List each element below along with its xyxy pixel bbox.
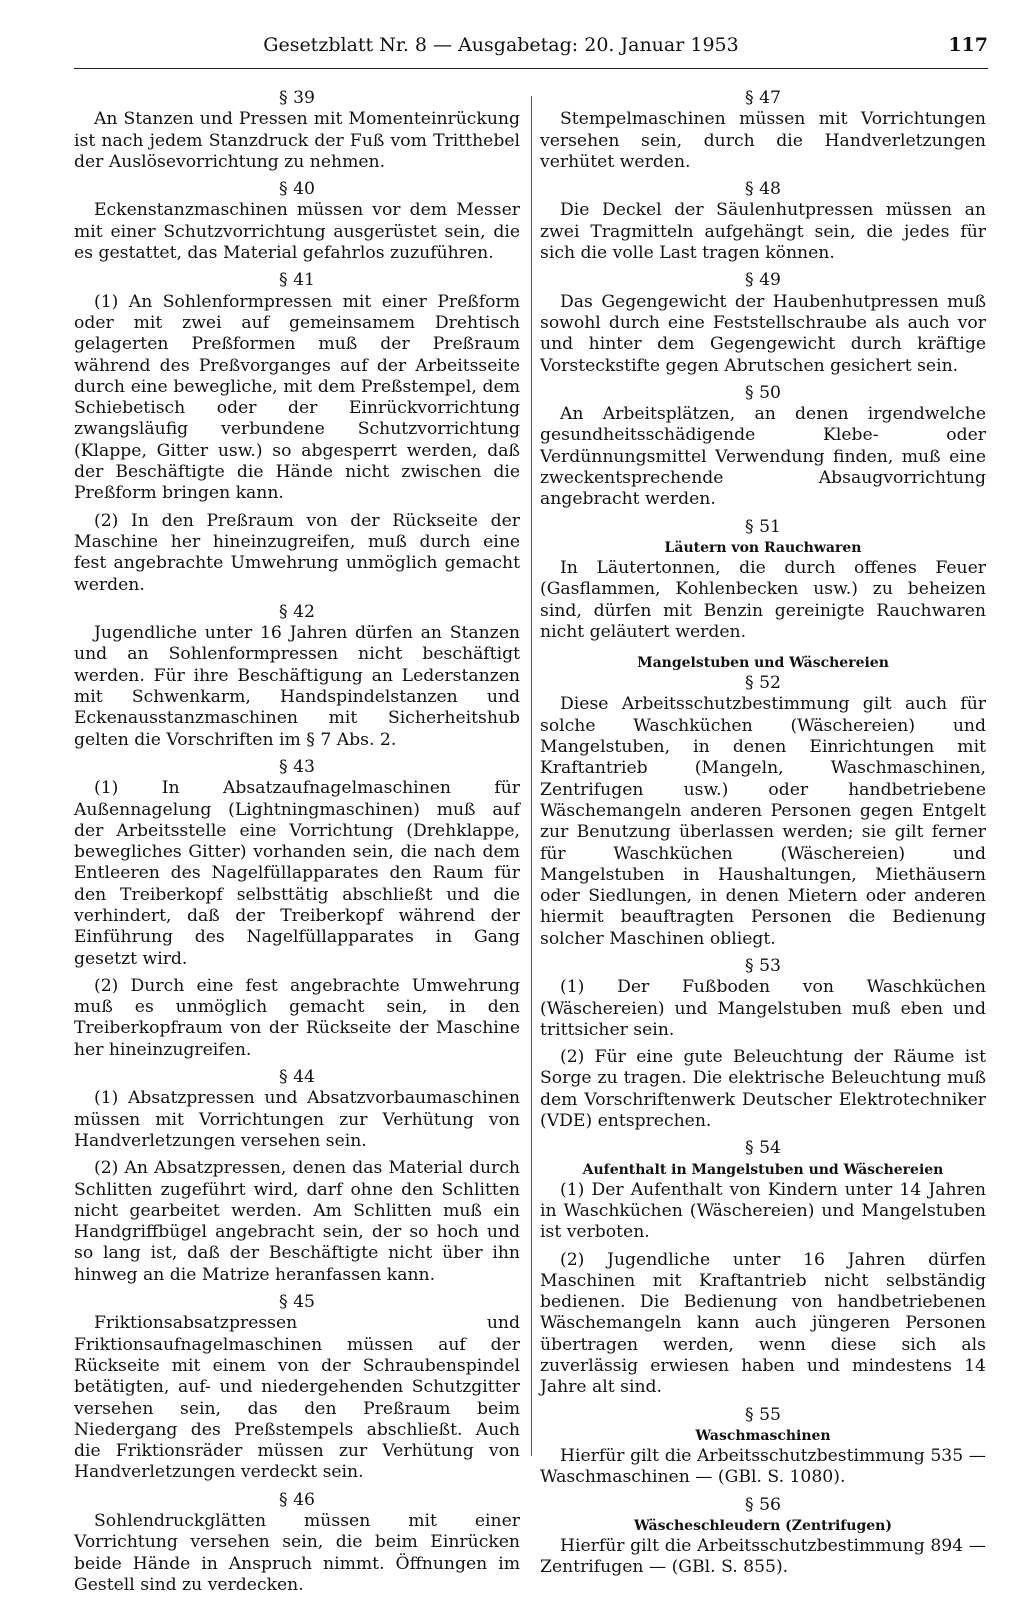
- section-number: § 55: [745, 1404, 781, 1425]
- section-number: § 56: [745, 1494, 781, 1515]
- paragraph: In Läutertonnen, die durch offenes Feuer (Gasflammen, Kohlenbecken usw.) zu beheizen sind, dürfen mit Benzin gereinigte Rauchwaren nicht geläutert werden.: [540, 557, 986, 642]
- section: [540, 1495, 986, 1579]
- paragraph: Hierfür gilt die Arbeitsschutzbestimmung 894 — Zentrifugen — (GBl. S. 855).: [540, 1535, 986, 1578]
- section: [74, 1292, 520, 1484]
- section-number: § 39: [279, 88, 315, 108]
- section: [74, 757, 520, 1061]
- paragraph: (2) Für eine gute Beleuchtung der Räume ist Sorge zu tragen. Die elektrische Beleuchtung muß dem Vorschriftenwerk Deutscher Elektrotechniker (VDE) entsprechen.: [540, 1047, 986, 1132]
- section: [540, 179, 986, 264]
- page-number: 117: [948, 34, 988, 56]
- section: [540, 383, 986, 511]
- paragraph: (1) Der Aufenthalt von Kindern unter 14 Jahren in Waschküchen (Wäschereien) und Mangelstuben ist verboten.: [540, 1179, 986, 1243]
- section-number: § 50: [745, 382, 781, 403]
- column-divider: [531, 96, 532, 1456]
- section: [540, 517, 986, 643]
- paragraph: (1) Der Fußboden von Waschküchen (Wäschereien) und Mangelstuben muß eben und trittsicher sein.: [540, 977, 986, 1040]
- section-number: § 48: [745, 179, 781, 200]
- paragraph: (2) Durch eine fest angebrachte Umwehrung muß es unmöglich gemacht sein, in den Treiberkopfraum von der Rückseite der Maschine her hineinzugreifen.: [74, 975, 520, 1060]
- paragraph: Jugendliche unter 16 Jahren dürfen an Stanzen und an Sohlenformpressen nicht beschäftigt werden. Für ihre Beschäftigung an Lederstanzen mit Schwenkarm, Handspindelstanzen und Eckenausstanzmaschinen mit Sicherheitshub gelten die Vorschriften im § 7 Abs. 2.: [74, 623, 520, 750]
- paragraph: An Stanzen und Pressen mit Momenteinrückung ist nach jedem Stanzdruck der Fuß vom Tritthebel der Auslösevorrichtung zu nehmen.: [74, 109, 520, 172]
- section-number: § 41: [279, 270, 315, 291]
- paragraph: (1) An Sohlenformpressen mit einer Preßform oder mit zwei auf gemeinsamem Drehtisch gelagerten Preßformen muß der Preßraum während des Preßvorganges auf der Arbeitsseite durch eine bewegliche, mit dem Preßstempel, dem Schiebetisch oder der Einrückvorrichtung zwangsläufig verbundene Schutzvorrichtung (Klappe, Gitter usw.) so abgesperrt werden, daß der Beschäftigte die Hände nicht zwischen die Preßform bringen kann.: [74, 291, 520, 504]
- paragraph: Eckenstanzmaschinen müssen vor dem Messer mit einer Schutzvorrichtung ausgerüstet sein, die es gestattet, das Material gefahrlos zuzuführen.: [74, 200, 520, 264]
- section-number: § 54: [745, 1138, 781, 1159]
- paragraph: (1) Absatzpressen und Absatzvorbaumaschinen müssen mit Vorrichtungen zur Verhütung von Handverletzungen versehen sein.: [74, 1088, 520, 1151]
- section: [540, 956, 986, 1132]
- section-number: § 49: [745, 270, 781, 291]
- paragraph: Friktionsabsatzpressen und Friktionsaufnagelmaschinen müssen auf der Rückseite mit einem von der Schraubenspindel betätigten, auf- und niedergehenden Schutzgitter versehen sein, das den Preßraum beim Niedergang des Preßstempels abschließt. Auch die Friktionsräder müssen zur Verhütung von Handverletzungen verdeckt sein.: [74, 1313, 520, 1483]
- section: [540, 653, 986, 950]
- section: [74, 88, 520, 173]
- section: [540, 1138, 986, 1398]
- section-title: Aufenthalt in Mangelstuben und Wäschereien: [582, 1161, 944, 1178]
- section: [74, 179, 520, 264]
- section-number: § 43: [279, 756, 315, 777]
- running-head: Gesetzblatt Nr. 8 — Ausgabetag: 20. Januar 1953: [263, 34, 739, 56]
- paragraph: Sohlendruckglätten müssen mit einer Vorrichtung versehen sein, die beim Einrücken beide Hände in Anspruch nimmt. Öffnungen im Gestell sind zu verdecken.: [74, 1511, 520, 1595]
- page-header: [74, 28, 988, 69]
- section: [74, 1490, 520, 1596]
- section-number: § 46: [279, 1489, 315, 1510]
- right-column: [540, 88, 986, 1584]
- section-number: § 45: [279, 1292, 315, 1313]
- paragraph: Hierfür gilt die Arbeitsschutzbestimmung 535 — Waschmaschinen — (GBl. S. 1080).: [540, 1445, 986, 1488]
- paragraph: (2) In den Preßraum von der Rückseite der Maschine her hineinzugreifen, muß durch eine fest angebrachte Umwehrung unmöglich gemacht werden.: [74, 510, 520, 595]
- section: [74, 602, 520, 751]
- paragraph: Das Gegengewicht der Haubenhutpressen muß sowohl durch eine Feststellschraube als auch vor und hinter dem Gegengewicht durch kräftige Vorsteckstifte gegen Abrutschen gesichert sein.: [540, 291, 986, 376]
- section-number: § 42: [279, 601, 315, 622]
- section: [540, 1405, 986, 1489]
- paragraph: Stempelmaschinen müssen mit Vorrichtungen versehen sein, durch die Handverletzungen verhütet werden.: [540, 109, 986, 172]
- group-heading: Mangelstuben und Wäschereien: [637, 655, 889, 672]
- section: [74, 270, 520, 595]
- section: [540, 270, 986, 376]
- section-title: Läutern von Rauchwaren: [664, 539, 862, 556]
- section-number: § 52: [745, 673, 781, 694]
- left-column: [74, 88, 520, 1602]
- paragraph: Die Deckel der Säulenhutpressen müssen an zwei Tragmitteln aufgehängt sein, die jedes für sich die volle Last tragen können.: [540, 200, 986, 264]
- paragraph: (1) In Absatzaufnagelmaschinen für Außennagelung (Lightningmaschinen) muß auf der Arbeitsstelle eine Vorrichtung (Drehklappe, bewegliches Gitter) vorhanden sein, die nach dem Entleeren des Nagelfüllapparates den Raum für den Treiberkopf selbsttätig abschließt und die verhindert, daß der Treiberkopf während der Einführung des Nagelfüllapparates in Gang gesetzt wird.: [74, 778, 520, 969]
- paragraph: (2) Jugendliche unter 16 Jahren dürfen Maschinen mit Kraftantrieb nicht selbständig bedienen. Die Bedienung von handbetriebenen Wäschemangeln kann auch jüngeren Personen übertragen werden, wenn diese sich als zuverlässig erwiesen haben und mindestens 14 Jahre alt sind.: [540, 1249, 986, 1398]
- section-title: Wäscheschleudern (Zentrifugen): [634, 1517, 892, 1534]
- section-number: § 51: [745, 516, 781, 537]
- paragraph: (2) An Absatzpressen, denen das Material durch Schlitten zugeführt wird, darf ohne den Schlitten nicht gearbeitet werden. Am Schlitten muß ein Handgriffbügel angebracht sein, der so hoch und so lang ist, daß der Beschäftigte nicht über ihn hinweg an die Matrize heranfassen kann.: [74, 1158, 520, 1285]
- section-number: § 47: [745, 88, 781, 108]
- section-number: § 40: [279, 179, 315, 200]
- paragraph: Diese Arbeitsschutzbestimmung gilt auch für solche Waschküchen (Wäschereien) und Mangelstuben, in denen Einrichtungen mit Kraftantrieb (Mangeln, Waschmaschinen, Zentrifugen usw.) oder handbetriebene Wäschemangeln anderen Personen gegen Entgelt zur Benutzung überlassen werden; sie gilt ferner für Waschküchen (Wäschereien) und Mangelstuben in Haushaltungen, Miethäusern oder Siedlungen, in denen Mietern oder anderen hiermit beauftragten Personen die Bedienung solcher Maschinen obliegt.: [540, 694, 986, 949]
- paragraph: An Arbeitsplätzen, an denen irgendwelche gesundheitsschädigende Klebe- oder Verdünnungsmittel Verwendung finden, muß eine zweckentsprechende Absaugvorrichtung angebracht werden.: [540, 404, 986, 510]
- section: [540, 88, 986, 173]
- section-number: § 53: [745, 955, 781, 976]
- section: [74, 1067, 520, 1286]
- section-number: § 44: [279, 1067, 315, 1088]
- section-title: Waschmaschinen: [695, 1427, 831, 1444]
